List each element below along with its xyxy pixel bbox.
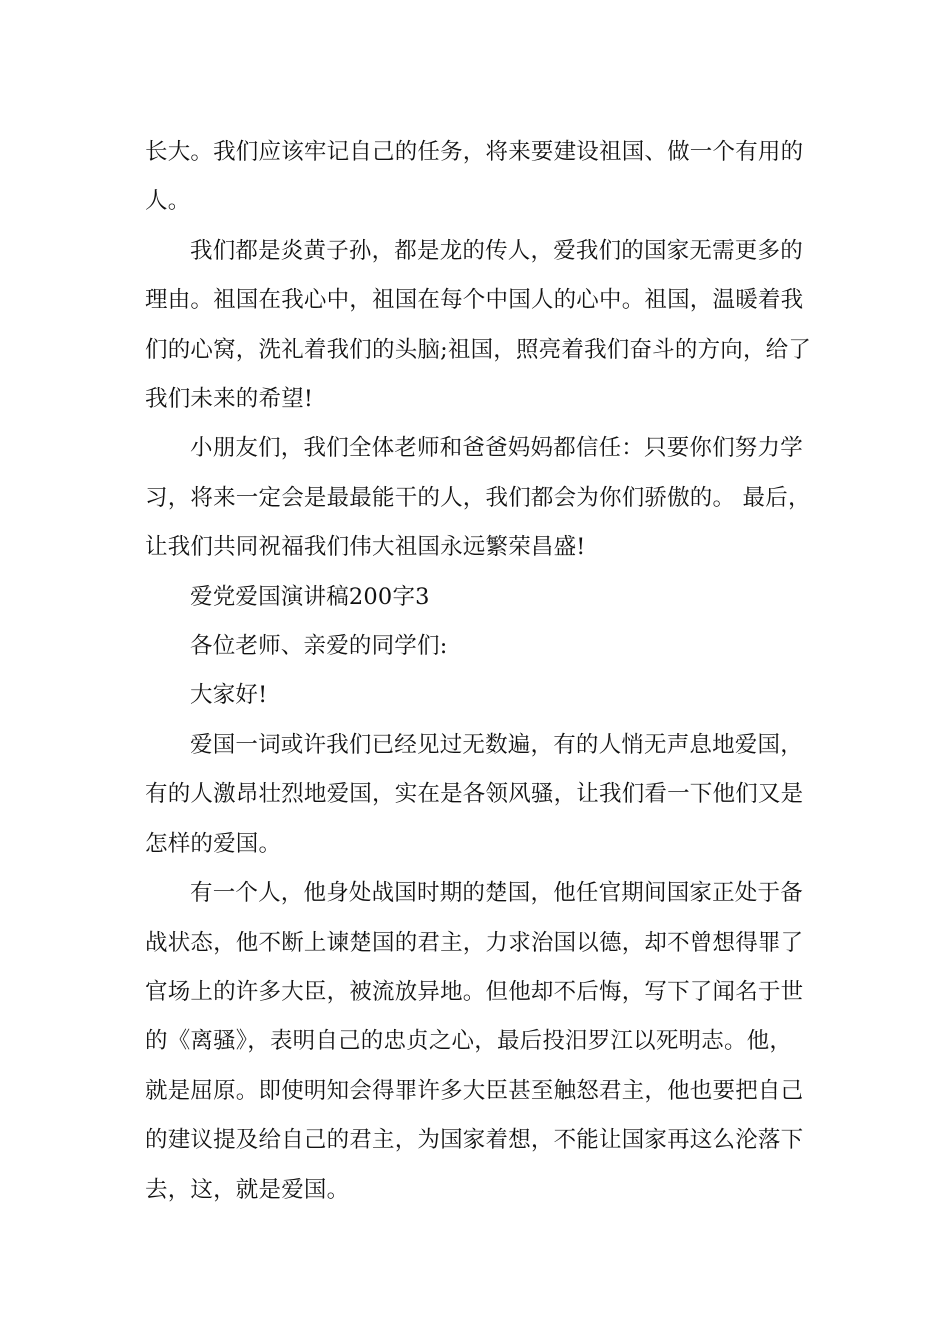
text-line: 去，这，就是爱国。: [145, 1176, 350, 1203]
greeting: [145, 671, 810, 720]
paragraph: [145, 869, 810, 1215]
text-line: 人。: [145, 188, 191, 215]
text-line: 有一个人，他身处战国时期的楚国，他任官期间国家正处于备: [190, 880, 803, 907]
text-line: 爱国一词或许我们已经见过无数遍，有的人悄无声息地爱国，: [190, 731, 803, 758]
text-line: 各位老师、亲爱的同学们:: [190, 633, 448, 660]
paragraph: [145, 227, 810, 425]
text-line: 怎样的爱国。: [145, 830, 282, 857]
text-line: 习，将来一定会是最最能干的人，我们都会为你们骄傲的。 最后，: [145, 484, 811, 511]
text-line: 大家好!: [190, 682, 268, 709]
paragraph: [145, 721, 810, 869]
text-line: 我们未来的希望!: [145, 386, 314, 413]
section-heading: [145, 573, 810, 622]
text-line: 们的心窝，洗礼着我们的头脑;祖国，照亮着我们奋斗的方向，给了: [145, 336, 812, 363]
document-body: [145, 128, 810, 1215]
text-line: 长大。我们应该牢记自己的任务，将来要建设祖国、做一个有用的: [145, 139, 804, 165]
text-line: 我们都是炎黄子孙，都是龙的传人，爱我们的国家无需更多的: [190, 237, 803, 264]
paragraph: [145, 128, 810, 227]
text-line: 战状态，他不断上谏楚国的君主，力求治国以德，却不曾想得罪了: [145, 929, 804, 956]
text-line: 的建议提及给自己的君主，为国家着想，不能让国家再这么沦落下: [145, 1127, 804, 1154]
text-line: 小朋友们，我们全体老师和爸爸妈妈都信任：只要你们努力学: [190, 435, 803, 462]
paragraph: [145, 424, 810, 572]
text-line: 有的人激昂壮烈地爱国，实在是各领风骚，让我们看一下他们又是: [145, 781, 804, 808]
text-line: 就是屈原。即使明知会得罪许多大臣甚至触怒君主，他也要把自己: [145, 1077, 804, 1104]
heading-line: 爱党爱国演讲稿200字3: [190, 583, 430, 610]
text-line: 让我们共同祝福我们伟大祖国永远繁荣昌盛!: [145, 534, 586, 561]
text-line: 官场上的许多大臣，被流放异地。但他却不后悔，写下了闻名于世: [145, 978, 804, 1005]
salutation: [145, 622, 810, 671]
text-line: 理由。祖国在我心中，祖国在每个中国人的心中。祖国，温暖着我: [145, 287, 804, 314]
text-line: 的《离骚》，表明自己的忠贞之心，最后投汨罗江以死明志。他，: [145, 1028, 793, 1055]
